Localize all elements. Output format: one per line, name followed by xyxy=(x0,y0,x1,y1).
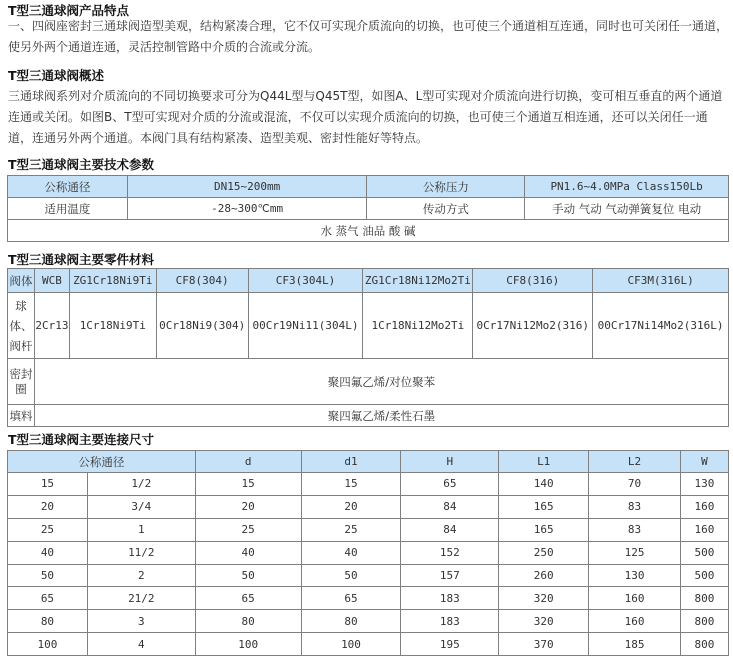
dim-cell: 260 xyxy=(499,564,589,587)
dim-cell: 370 xyxy=(499,633,589,656)
dim-cell: 21/2 xyxy=(87,587,195,610)
dim-cell: 1/2 xyxy=(87,473,195,496)
material-cell: 0Cr17Ni12Mo2(316) xyxy=(473,293,593,359)
table-row xyxy=(8,495,729,518)
dim-cell: 25 xyxy=(8,518,88,541)
dim-cell: 83 xyxy=(589,518,681,541)
dim-cell: 160 xyxy=(680,495,728,518)
dim-header-d1: d1 xyxy=(301,451,401,473)
dim-cell: 20 xyxy=(301,495,401,518)
dim-header-nominal-diameter: 公称通径 xyxy=(8,451,196,473)
dim-cell: 3/4 xyxy=(87,495,195,518)
dim-cell: 20 xyxy=(8,495,88,518)
table-row xyxy=(8,587,729,610)
dim-cell: 185 xyxy=(589,633,681,656)
dim-header-d: d xyxy=(195,451,301,473)
dim-cell: 40 xyxy=(8,541,88,564)
dim-cell: 800 xyxy=(680,610,728,633)
dim-cell: 1 xyxy=(87,518,195,541)
dim-cell: 50 xyxy=(8,564,88,587)
spec-label-nominal-pressure: 公称压力 xyxy=(367,176,525,198)
dim-cell: 25 xyxy=(301,518,401,541)
material-header-cell: CF3(304L) xyxy=(248,269,363,293)
dim-cell: 152 xyxy=(401,541,499,564)
dim-cell: 165 xyxy=(499,518,589,541)
dim-cell: 65 xyxy=(301,587,401,610)
dim-cell: 80 xyxy=(195,610,301,633)
spec-label-nominal-diameter: 公称通径 xyxy=(8,176,128,198)
dim-cell: 84 xyxy=(401,495,499,518)
dim-cell: 80 xyxy=(8,610,88,633)
spec-value-nominal-diameter: DN15~200mm xyxy=(127,176,367,198)
dim-cell: 40 xyxy=(195,541,301,564)
dim-cell: 195 xyxy=(401,633,499,656)
table-row xyxy=(8,610,729,633)
dim-cell: 157 xyxy=(401,564,499,587)
material-seal-value: 聚四氟乙烯/对位聚苯 xyxy=(34,359,728,405)
dim-cell: 100 xyxy=(8,633,88,656)
dim-cell: 15 xyxy=(301,473,401,496)
dim-cell: 83 xyxy=(589,495,681,518)
materials-seal-row xyxy=(8,359,729,405)
specs-row xyxy=(8,220,729,242)
dim-cell: 50 xyxy=(195,564,301,587)
spec-media: 水 蒸气 油品 酸 碱 xyxy=(8,220,729,242)
materials-heading: T型三通球阀主要零件材料 xyxy=(8,252,155,267)
dim-cell: 3 xyxy=(87,610,195,633)
dim-cell: 20 xyxy=(195,495,301,518)
dim-cell: 500 xyxy=(680,541,728,564)
dim-cell: 65 xyxy=(195,587,301,610)
dim-cell: 2 xyxy=(87,564,195,587)
dim-cell: 183 xyxy=(401,610,499,633)
dim-cell: 140 xyxy=(499,473,589,496)
table-row xyxy=(8,564,729,587)
dim-cell: 320 xyxy=(499,610,589,633)
material-label-packing: 填料 xyxy=(8,405,35,427)
material-label-ball-stem: 球体、阀杆 xyxy=(8,293,35,359)
materials-header-row xyxy=(8,269,729,293)
material-header-cell: WCB xyxy=(34,269,69,293)
dim-cell: 130 xyxy=(589,564,681,587)
spec-label-temperature: 适用温度 xyxy=(8,198,128,220)
dim-cell: 100 xyxy=(301,633,401,656)
material-cell: 2Cr13 xyxy=(34,293,69,359)
dim-cell: 25 xyxy=(195,518,301,541)
table-row xyxy=(8,541,729,564)
overview-text: 三通球阀系列对介质流向的不同切换要求可分为Q44L型与Q45T型，如图A、L型可实现对介质流向进行切换，变可相互垂直的两个通道连通或关闭。如图B、T型可实现对介质的分流或混流，不仅可以实现介质流向的切换，也可使三个通道互相连通，还可以关闭任一通道，连通另外两个通道。本阀门具有结构紧凑、造型美观、密封性能好等特点。 xyxy=(8,89,723,145)
dim-cell: 11/2 xyxy=(87,541,195,564)
dim-cell: 165 xyxy=(499,495,589,518)
dim-cell: 183 xyxy=(401,587,499,610)
dim-header-l2: L2 xyxy=(589,451,681,473)
dim-cell: 160 xyxy=(589,587,681,610)
dim-cell: 130 xyxy=(680,473,728,496)
material-cell: 0Cr18Ni9(304) xyxy=(156,293,248,359)
dim-cell: 100 xyxy=(195,633,301,656)
dimensions-header-row xyxy=(8,451,729,473)
dim-cell: 15 xyxy=(8,473,88,496)
material-header-cell: CF3M(316L) xyxy=(593,269,729,293)
features-text: 一、四阀座密封三通球阀造型美观，结构紧凑合理，它不仅可实现介质流向的切换，也可使三个通道相互连通，同时也可关闭任一通道，使另外两个通道连通，灵活控制管路中介质的合流或分流。 xyxy=(8,19,729,54)
material-header-cell: ZG1Cr18Ni12Mo2Ti xyxy=(363,269,473,293)
materials-packing-row xyxy=(8,405,729,427)
dim-header-w: W xyxy=(680,451,728,473)
dim-cell: 70 xyxy=(589,473,681,496)
table-row xyxy=(8,518,729,541)
spec-value-temperature: -28~300℃mm xyxy=(127,198,367,220)
materials-table xyxy=(7,268,729,427)
specs-table xyxy=(7,175,729,242)
dim-cell: 65 xyxy=(401,473,499,496)
specs-row xyxy=(8,198,729,220)
dim-header-l1: L1 xyxy=(499,451,589,473)
material-cell: 1Cr18Ni12Mo2Ti xyxy=(363,293,473,359)
material-cell: 00Cr19Ni11(304L) xyxy=(248,293,363,359)
dim-cell: 50 xyxy=(301,564,401,587)
material-label-body: 阀体 xyxy=(8,269,35,293)
material-packing-value: 聚四氟乙烯/柔性石墨 xyxy=(34,405,728,427)
dim-cell: 125 xyxy=(589,541,681,564)
dim-cell: 800 xyxy=(680,633,728,656)
specs-heading: T型三通球阀主要技术参数 xyxy=(8,157,155,172)
features-heading: T型三通球阀产品特点 xyxy=(8,3,130,18)
dim-cell: 15 xyxy=(195,473,301,496)
dim-header-h: H xyxy=(401,451,499,473)
table-row xyxy=(8,633,729,656)
dim-cell: 320 xyxy=(499,587,589,610)
dim-cell: 250 xyxy=(499,541,589,564)
spec-label-actuation: 传动方式 xyxy=(367,198,525,220)
dim-cell: 160 xyxy=(589,610,681,633)
dim-cell: 160 xyxy=(680,518,728,541)
materials-ball-row xyxy=(8,293,729,359)
dimensions-heading: T型三通球阀主要连接尺寸 xyxy=(8,432,155,447)
material-header-cell: CF8(304) xyxy=(156,269,248,293)
dim-cell: 500 xyxy=(680,564,728,587)
dim-cell: 4 xyxy=(87,633,195,656)
overview-heading: T型三通球阀概述 xyxy=(8,68,105,83)
dim-cell: 800 xyxy=(680,587,728,610)
material-cell: 1Cr18Ni9Ti xyxy=(69,293,156,359)
spec-value-actuation: 手动 气动 气动弹簧复位 电动 xyxy=(525,198,729,220)
material-header-cell: CF8(316) xyxy=(473,269,593,293)
material-header-cell: ZG1Cr18Ni9Ti xyxy=(69,269,156,293)
dim-cell: 40 xyxy=(301,541,401,564)
dim-cell: 80 xyxy=(301,610,401,633)
spec-value-nominal-pressure: PN1.6~4.0MPa Class150Lb xyxy=(525,176,729,198)
specs-row xyxy=(8,176,729,198)
dim-cell: 84 xyxy=(401,518,499,541)
material-label-seal: 密封圈 xyxy=(8,359,35,405)
dim-cell: 65 xyxy=(8,587,88,610)
table-row xyxy=(8,473,729,496)
material-cell: 00Cr17Ni14Mo2(316L) xyxy=(593,293,729,359)
dimensions-table xyxy=(7,450,729,656)
